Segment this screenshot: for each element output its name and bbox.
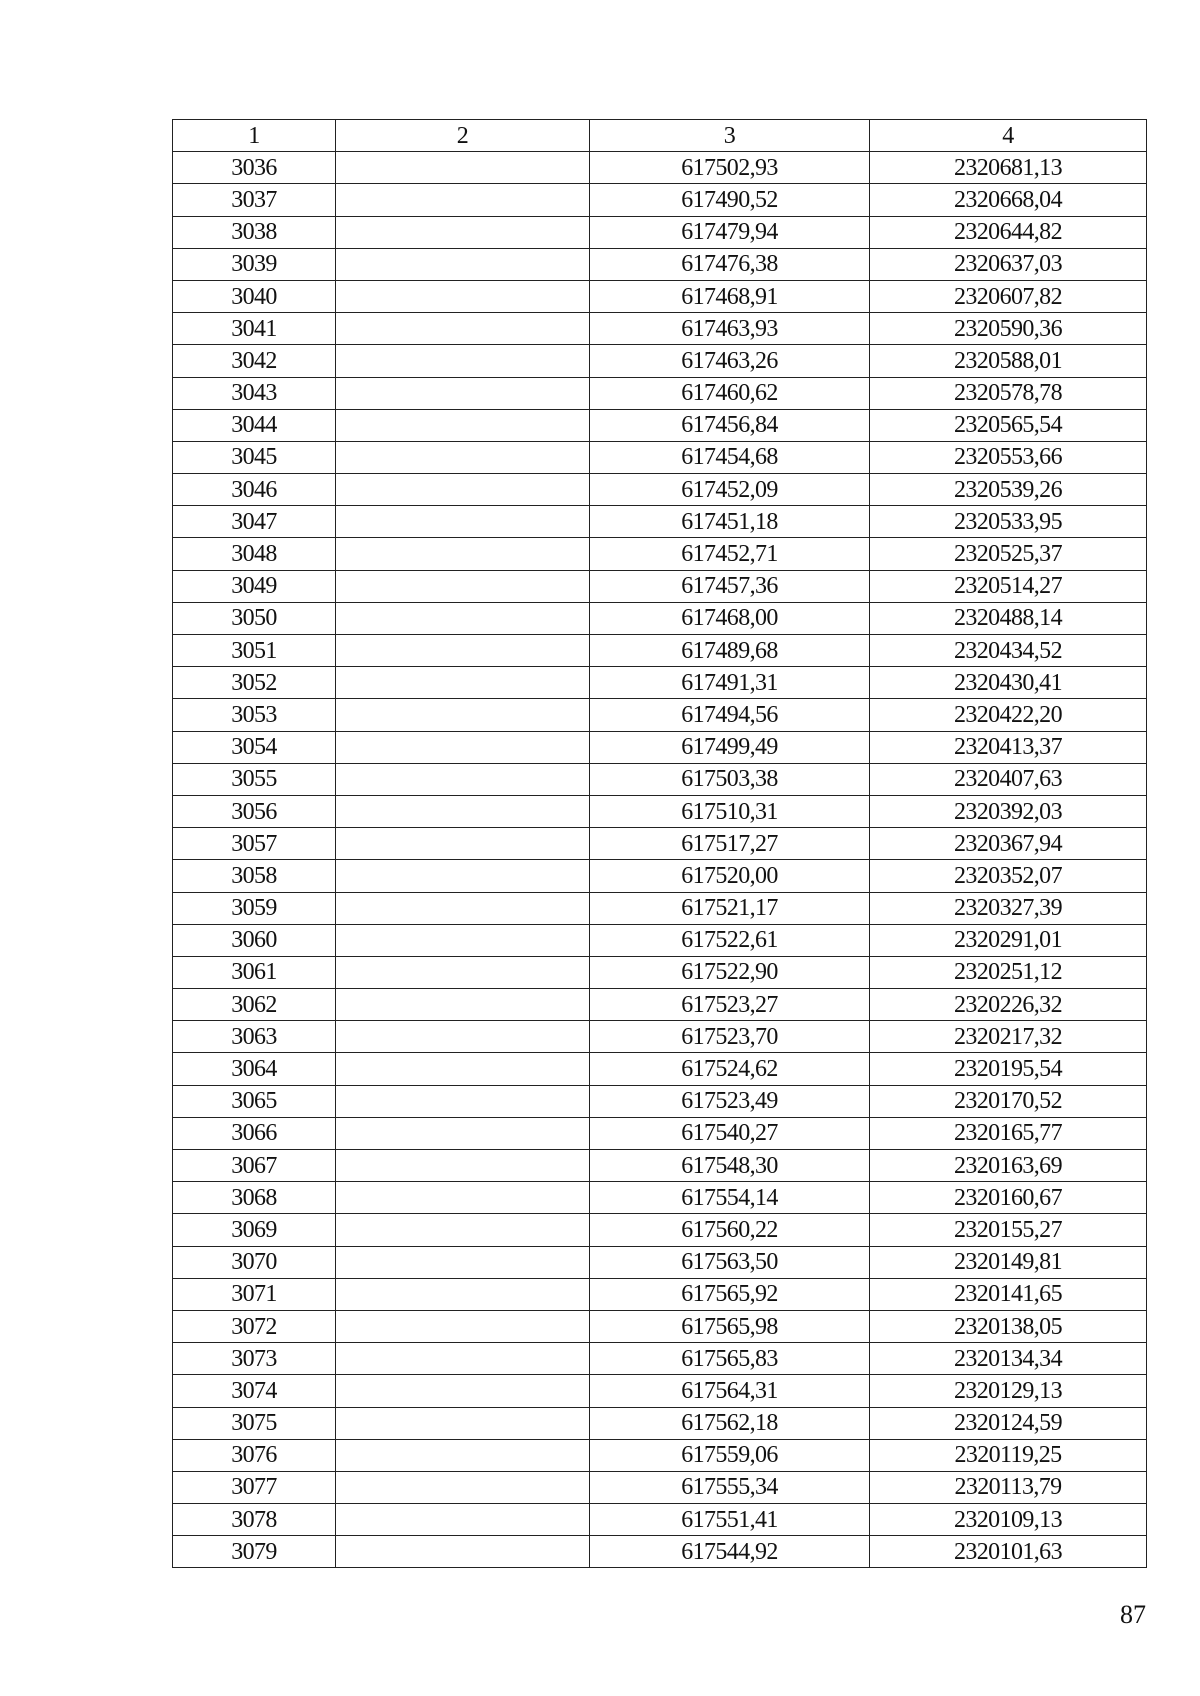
empty-cell bbox=[336, 1278, 590, 1310]
x-coordinate-cell: 617564,31 bbox=[590, 1375, 870, 1407]
empty-cell bbox=[336, 1246, 590, 1278]
x-coordinate-cell: 617457,36 bbox=[590, 570, 870, 602]
table-body bbox=[173, 152, 1147, 1568]
column-header-4: 4 bbox=[870, 120, 1147, 152]
table-row bbox=[173, 1214, 1147, 1246]
x-coordinate-cell: 617494,56 bbox=[590, 699, 870, 731]
x-coordinate-cell: 617490,52 bbox=[590, 184, 870, 216]
table-row bbox=[173, 1536, 1147, 1568]
x-coordinate-cell: 617544,92 bbox=[590, 1536, 870, 1568]
y-coordinate-cell: 2320124,59 bbox=[870, 1407, 1147, 1439]
point-number-cell: 3036 bbox=[173, 152, 336, 184]
x-coordinate-cell: 617463,93 bbox=[590, 313, 870, 345]
empty-cell bbox=[336, 1536, 590, 1568]
y-coordinate-cell: 2320553,66 bbox=[870, 441, 1147, 473]
point-number-cell: 3039 bbox=[173, 248, 336, 280]
y-coordinate-cell: 2320578,78 bbox=[870, 377, 1147, 409]
x-coordinate-cell: 617452,09 bbox=[590, 474, 870, 506]
table-row bbox=[173, 989, 1147, 1021]
table-row bbox=[173, 1182, 1147, 1214]
table-row bbox=[173, 795, 1147, 827]
y-coordinate-cell: 2320407,63 bbox=[870, 763, 1147, 795]
empty-cell bbox=[336, 1117, 590, 1149]
x-coordinate-cell: 617524,62 bbox=[590, 1053, 870, 1085]
table-row bbox=[173, 538, 1147, 570]
point-number-cell: 3069 bbox=[173, 1214, 336, 1246]
table-header-row bbox=[173, 120, 1147, 152]
y-coordinate-cell: 2320291,01 bbox=[870, 924, 1147, 956]
table-row bbox=[173, 1085, 1147, 1117]
empty-cell bbox=[336, 538, 590, 570]
empty-cell bbox=[336, 1053, 590, 1085]
point-number-cell: 3077 bbox=[173, 1471, 336, 1503]
empty-cell bbox=[336, 1439, 590, 1471]
table-row bbox=[173, 1504, 1147, 1536]
x-coordinate-cell: 617454,68 bbox=[590, 441, 870, 473]
point-number-cell: 3067 bbox=[173, 1150, 336, 1182]
y-coordinate-cell: 2320539,26 bbox=[870, 474, 1147, 506]
empty-cell bbox=[336, 602, 590, 634]
point-number-cell: 3058 bbox=[173, 860, 336, 892]
x-coordinate-cell: 617559,06 bbox=[590, 1439, 870, 1471]
empty-cell bbox=[336, 956, 590, 988]
empty-cell bbox=[336, 409, 590, 441]
y-coordinate-cell: 2320533,95 bbox=[870, 506, 1147, 538]
x-coordinate-cell: 617523,70 bbox=[590, 1021, 870, 1053]
point-number-cell: 3057 bbox=[173, 828, 336, 860]
empty-cell bbox=[336, 1407, 590, 1439]
y-coordinate-cell: 2320590,36 bbox=[870, 313, 1147, 345]
point-number-cell: 3054 bbox=[173, 731, 336, 763]
table-row bbox=[173, 1407, 1147, 1439]
empty-cell bbox=[336, 441, 590, 473]
column-header-2: 2 bbox=[336, 120, 590, 152]
empty-cell bbox=[336, 248, 590, 280]
empty-cell bbox=[336, 635, 590, 667]
column-header-3: 3 bbox=[590, 120, 870, 152]
empty-cell bbox=[336, 184, 590, 216]
x-coordinate-cell: 617463,26 bbox=[590, 345, 870, 377]
table-row bbox=[173, 1021, 1147, 1053]
y-coordinate-cell: 2320149,81 bbox=[870, 1246, 1147, 1278]
x-coordinate-cell: 617503,38 bbox=[590, 763, 870, 795]
x-coordinate-cell: 617452,71 bbox=[590, 538, 870, 570]
y-coordinate-cell: 2320588,01 bbox=[870, 345, 1147, 377]
x-coordinate-cell: 617555,34 bbox=[590, 1471, 870, 1503]
y-coordinate-cell: 2320119,25 bbox=[870, 1439, 1147, 1471]
table-row bbox=[173, 345, 1147, 377]
table-row bbox=[173, 506, 1147, 538]
empty-cell bbox=[336, 1375, 590, 1407]
empty-cell bbox=[336, 892, 590, 924]
point-number-cell: 3052 bbox=[173, 667, 336, 699]
empty-cell bbox=[336, 474, 590, 506]
x-coordinate-cell: 617489,68 bbox=[590, 635, 870, 667]
empty-cell bbox=[336, 795, 590, 827]
point-number-cell: 3070 bbox=[173, 1246, 336, 1278]
point-number-cell: 3072 bbox=[173, 1310, 336, 1342]
y-coordinate-cell: 2320165,77 bbox=[870, 1117, 1147, 1149]
table-row bbox=[173, 1343, 1147, 1375]
y-coordinate-cell: 2320637,03 bbox=[870, 248, 1147, 280]
column-header-1: 1 bbox=[173, 120, 336, 152]
point-number-cell: 3045 bbox=[173, 441, 336, 473]
y-coordinate-cell: 2320668,04 bbox=[870, 184, 1147, 216]
y-coordinate-cell: 2320129,13 bbox=[870, 1375, 1147, 1407]
point-number-cell: 3050 bbox=[173, 602, 336, 634]
table-row bbox=[173, 248, 1147, 280]
point-number-cell: 3056 bbox=[173, 795, 336, 827]
empty-cell bbox=[336, 1182, 590, 1214]
empty-cell bbox=[336, 667, 590, 699]
x-coordinate-cell: 617451,18 bbox=[590, 506, 870, 538]
table-row bbox=[173, 152, 1147, 184]
table-row bbox=[173, 1439, 1147, 1471]
table-row bbox=[173, 667, 1147, 699]
table-row bbox=[173, 956, 1147, 988]
empty-cell bbox=[336, 860, 590, 892]
point-number-cell: 3079 bbox=[173, 1536, 336, 1568]
point-number-cell: 3051 bbox=[173, 635, 336, 667]
table-row bbox=[173, 828, 1147, 860]
x-coordinate-cell: 617460,62 bbox=[590, 377, 870, 409]
x-coordinate-cell: 617510,31 bbox=[590, 795, 870, 827]
y-coordinate-cell: 2320430,41 bbox=[870, 667, 1147, 699]
x-coordinate-cell: 617520,00 bbox=[590, 860, 870, 892]
point-number-cell: 3068 bbox=[173, 1182, 336, 1214]
y-coordinate-cell: 2320352,07 bbox=[870, 860, 1147, 892]
table-row bbox=[173, 1117, 1147, 1149]
table-row bbox=[173, 280, 1147, 312]
table-row bbox=[173, 216, 1147, 248]
x-coordinate-cell: 617476,38 bbox=[590, 248, 870, 280]
table-row bbox=[173, 763, 1147, 795]
point-number-cell: 3065 bbox=[173, 1085, 336, 1117]
table-row bbox=[173, 313, 1147, 345]
y-coordinate-cell: 2320163,69 bbox=[870, 1150, 1147, 1182]
y-coordinate-cell: 2320681,13 bbox=[870, 152, 1147, 184]
x-coordinate-cell: 617562,18 bbox=[590, 1407, 870, 1439]
x-coordinate-cell: 617456,84 bbox=[590, 409, 870, 441]
point-number-cell: 3059 bbox=[173, 892, 336, 924]
table-row bbox=[173, 570, 1147, 602]
y-coordinate-cell: 2320434,52 bbox=[870, 635, 1147, 667]
page-number: 87 bbox=[1120, 1600, 1146, 1629]
point-number-cell: 3038 bbox=[173, 216, 336, 248]
empty-cell bbox=[336, 1504, 590, 1536]
y-coordinate-cell: 2320422,20 bbox=[870, 699, 1147, 731]
point-number-cell: 3074 bbox=[173, 1375, 336, 1407]
empty-cell bbox=[336, 699, 590, 731]
empty-cell bbox=[336, 570, 590, 602]
y-coordinate-cell: 2320514,27 bbox=[870, 570, 1147, 602]
y-coordinate-cell: 2320525,37 bbox=[870, 538, 1147, 570]
x-coordinate-cell: 617548,30 bbox=[590, 1150, 870, 1182]
point-number-cell: 3073 bbox=[173, 1343, 336, 1375]
y-coordinate-cell: 2320160,67 bbox=[870, 1182, 1147, 1214]
y-coordinate-cell: 2320195,54 bbox=[870, 1053, 1147, 1085]
x-coordinate-cell: 617560,22 bbox=[590, 1214, 870, 1246]
x-coordinate-cell: 617551,41 bbox=[590, 1504, 870, 1536]
point-number-cell: 3060 bbox=[173, 924, 336, 956]
y-coordinate-cell: 2320392,03 bbox=[870, 795, 1147, 827]
point-number-cell: 3062 bbox=[173, 989, 336, 1021]
point-number-cell: 3044 bbox=[173, 409, 336, 441]
point-number-cell: 3071 bbox=[173, 1278, 336, 1310]
table-row bbox=[173, 860, 1147, 892]
x-coordinate-cell: 617522,61 bbox=[590, 924, 870, 956]
coordinates-table bbox=[172, 119, 1147, 1568]
empty-cell bbox=[336, 345, 590, 377]
empty-cell bbox=[336, 763, 590, 795]
table-row bbox=[173, 699, 1147, 731]
x-coordinate-cell: 617468,91 bbox=[590, 280, 870, 312]
table-row bbox=[173, 184, 1147, 216]
table-row bbox=[173, 924, 1147, 956]
empty-cell bbox=[336, 1343, 590, 1375]
point-number-cell: 3055 bbox=[173, 763, 336, 795]
point-number-cell: 3037 bbox=[173, 184, 336, 216]
point-number-cell: 3075 bbox=[173, 1407, 336, 1439]
y-coordinate-cell: 2320607,82 bbox=[870, 280, 1147, 312]
point-number-cell: 3064 bbox=[173, 1053, 336, 1085]
table-row bbox=[173, 602, 1147, 634]
point-number-cell: 3041 bbox=[173, 313, 336, 345]
empty-cell bbox=[336, 1471, 590, 1503]
empty-cell bbox=[336, 1085, 590, 1117]
empty-cell bbox=[336, 731, 590, 763]
y-coordinate-cell: 2320367,94 bbox=[870, 828, 1147, 860]
y-coordinate-cell: 2320327,39 bbox=[870, 892, 1147, 924]
y-coordinate-cell: 2320170,52 bbox=[870, 1085, 1147, 1117]
x-coordinate-cell: 617523,27 bbox=[590, 989, 870, 1021]
x-coordinate-cell: 617563,50 bbox=[590, 1246, 870, 1278]
y-coordinate-cell: 2320413,37 bbox=[870, 731, 1147, 763]
table-row bbox=[173, 1471, 1147, 1503]
point-number-cell: 3043 bbox=[173, 377, 336, 409]
table-row bbox=[173, 731, 1147, 763]
point-number-cell: 3053 bbox=[173, 699, 336, 731]
table-row bbox=[173, 1246, 1147, 1278]
y-coordinate-cell: 2320488,14 bbox=[870, 602, 1147, 634]
table-row bbox=[173, 1053, 1147, 1085]
x-coordinate-cell: 617491,31 bbox=[590, 667, 870, 699]
x-coordinate-cell: 617565,98 bbox=[590, 1310, 870, 1342]
empty-cell bbox=[336, 1150, 590, 1182]
x-coordinate-cell: 617517,27 bbox=[590, 828, 870, 860]
table-row bbox=[173, 1310, 1147, 1342]
x-coordinate-cell: 617479,94 bbox=[590, 216, 870, 248]
y-coordinate-cell: 2320138,05 bbox=[870, 1310, 1147, 1342]
empty-cell bbox=[336, 152, 590, 184]
x-coordinate-cell: 617523,49 bbox=[590, 1085, 870, 1117]
table-row bbox=[173, 377, 1147, 409]
table-row bbox=[173, 635, 1147, 667]
point-number-cell: 3047 bbox=[173, 506, 336, 538]
empty-cell bbox=[336, 924, 590, 956]
y-coordinate-cell: 2320134,34 bbox=[870, 1343, 1147, 1375]
empty-cell bbox=[336, 313, 590, 345]
point-number-cell: 3049 bbox=[173, 570, 336, 602]
point-number-cell: 3048 bbox=[173, 538, 336, 570]
table-row bbox=[173, 474, 1147, 506]
table-row bbox=[173, 409, 1147, 441]
y-coordinate-cell: 2320217,32 bbox=[870, 1021, 1147, 1053]
y-coordinate-cell: 2320644,82 bbox=[870, 216, 1147, 248]
x-coordinate-cell: 617499,49 bbox=[590, 731, 870, 763]
y-coordinate-cell: 2320113,79 bbox=[870, 1471, 1147, 1503]
point-number-cell: 3063 bbox=[173, 1021, 336, 1053]
table-row bbox=[173, 441, 1147, 473]
point-number-cell: 3061 bbox=[173, 956, 336, 988]
y-coordinate-cell: 2320101,63 bbox=[870, 1536, 1147, 1568]
y-coordinate-cell: 2320226,32 bbox=[870, 989, 1147, 1021]
point-number-cell: 3040 bbox=[173, 280, 336, 312]
x-coordinate-cell: 617521,17 bbox=[590, 892, 870, 924]
empty-cell bbox=[336, 377, 590, 409]
y-coordinate-cell: 2320155,27 bbox=[870, 1214, 1147, 1246]
point-number-cell: 3046 bbox=[173, 474, 336, 506]
point-number-cell: 3076 bbox=[173, 1439, 336, 1471]
point-number-cell: 3042 bbox=[173, 345, 336, 377]
table-row bbox=[173, 1150, 1147, 1182]
x-coordinate-cell: 617554,14 bbox=[590, 1182, 870, 1214]
table-row bbox=[173, 1278, 1147, 1310]
empty-cell bbox=[336, 828, 590, 860]
table-row bbox=[173, 892, 1147, 924]
x-coordinate-cell: 617522,90 bbox=[590, 956, 870, 988]
y-coordinate-cell: 2320251,12 bbox=[870, 956, 1147, 988]
y-coordinate-cell: 2320565,54 bbox=[870, 409, 1147, 441]
empty-cell bbox=[336, 1214, 590, 1246]
x-coordinate-cell: 617502,93 bbox=[590, 152, 870, 184]
point-number-cell: 3066 bbox=[173, 1117, 336, 1149]
table-row bbox=[173, 1375, 1147, 1407]
empty-cell bbox=[336, 280, 590, 312]
y-coordinate-cell: 2320109,13 bbox=[870, 1504, 1147, 1536]
empty-cell bbox=[336, 1021, 590, 1053]
empty-cell bbox=[336, 506, 590, 538]
point-number-cell: 3078 bbox=[173, 1504, 336, 1536]
empty-cell bbox=[336, 989, 590, 1021]
x-coordinate-cell: 617468,00 bbox=[590, 602, 870, 634]
x-coordinate-cell: 617565,92 bbox=[590, 1278, 870, 1310]
empty-cell bbox=[336, 1310, 590, 1342]
x-coordinate-cell: 617540,27 bbox=[590, 1117, 870, 1149]
y-coordinate-cell: 2320141,65 bbox=[870, 1278, 1147, 1310]
x-coordinate-cell: 617565,83 bbox=[590, 1343, 870, 1375]
empty-cell bbox=[336, 216, 590, 248]
